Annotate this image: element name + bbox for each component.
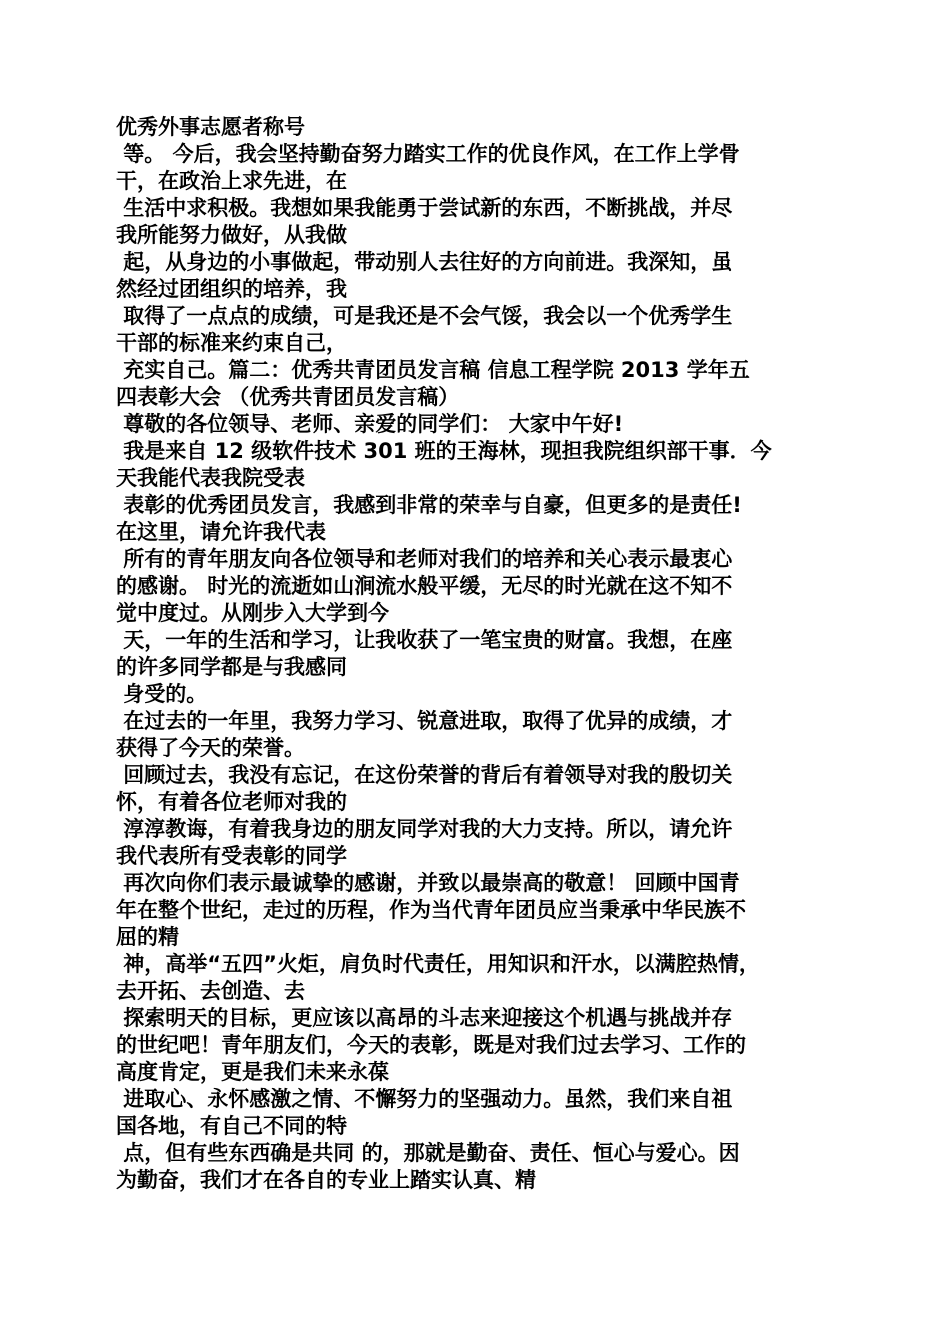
text-line: 在这里，请允许我代表 xyxy=(116,520,326,544)
text-line: 屈的精 xyxy=(116,925,179,949)
text-line: 点，但有些东西确是共同 的，那就是勤奋、责任、恒心与爱心。因 xyxy=(116,1141,740,1165)
text-line: 取得了一点点的成绩，可是我还是不会气馁，我会以一个优秀学生 xyxy=(116,304,733,328)
text-line: 的感谢。 时光的流逝如山涧流水般平缓，无尽的时光就在这不知不 xyxy=(116,574,733,598)
text-line: 表彰的优秀团员发言，我感到非常的荣幸与自豪，但更多的是责任! xyxy=(116,493,742,517)
text-line: 生活中求积极。我想如果我能勇于尝试新的东西，不断挑战，并尽 xyxy=(116,196,733,220)
text-line: 我所能努力做好，从我做 xyxy=(116,223,347,247)
text-line: 等。 今后，我会坚持勤奋努力踏实工作的优良作风，在工作上学骨 xyxy=(116,142,740,166)
text-line: 起，从身边的小事做起，带动别人去往好的方向前进。我深知，虽 xyxy=(116,250,733,274)
text-line: 去开拓、去创造、去 xyxy=(116,979,305,1003)
text-line: 充实自己。篇二：优秀共青团员发言稿 信息工程学院 2013 学年五 xyxy=(116,358,750,382)
text-line: 回顾过去，我没有忘记，在这份荣誉的背后有着领导对我的殷切关 xyxy=(116,763,733,787)
text-line: 探索明天的目标，更应该以高昂的斗志来迎接这个机遇与挑战并存 xyxy=(116,1006,733,1030)
text-line: 高度肯定，更是我们未来永葆 xyxy=(116,1060,389,1084)
text-line: 尊敬的各位领导、老师、亲爱的同学们： 大家中午好! xyxy=(116,412,624,436)
text-line: 神，高举“五四”火炬，肩负时代责任，用知识和汗水，以满腔热情， xyxy=(116,952,760,976)
text-line: 天，一年的生活和学习，让我收获了一笔宝贵的财富。我想，在座 xyxy=(116,628,733,652)
text-line: 再次向你们表示最诚挚的感谢，并致以最崇高的敬意！ 回顾中国青 xyxy=(116,871,740,895)
text-line: 身受的。 xyxy=(116,682,208,706)
text-line: 淳淳教诲，有着我身边的朋友同学对我的大力支持。所以，请允许 xyxy=(116,817,733,841)
text-line: 干，在政治上求先进，在 xyxy=(116,169,347,193)
text-line: 的世纪吧！青年朋友们，今天的表彰，既是对我们过去学习、工作的 xyxy=(116,1033,746,1057)
text-line: 四表彰大会 （优秀共青团员发言稿） xyxy=(116,385,460,409)
text-line: 的许多同学都是与我感同 xyxy=(116,655,347,679)
text-line: 为勤奋，我们才在各自的专业上踏实认真、精 xyxy=(116,1168,536,1192)
text-line: 干部的标准来约束自己， xyxy=(116,331,347,355)
text-line: 获得了今天的荣誉。 xyxy=(116,736,305,760)
text-line: 在过去的一年里，我努力学习、锐意进取，取得了优异的成绩，才 xyxy=(116,709,733,733)
text-line: 怀，有着各位老师对我的 xyxy=(116,790,347,814)
text-line: 优秀外事志愿者称号 xyxy=(116,115,305,139)
text-line: 国各地，有自己不同的特 xyxy=(116,1114,347,1138)
text-line: 天我能代表我院受表 xyxy=(116,466,305,490)
text-line: 所有的青年朋友向各位领导和老师对我们的培养和关心表示最衷心 xyxy=(116,547,733,571)
text-line: 我是来自 12 级软件技术 301 班的王海林，现担我院组织部干事．今 xyxy=(116,439,772,463)
text-line: 进取心、永怀感激之情、不懈努力的坚强动力。虽然，我们来自祖 xyxy=(116,1087,733,1111)
text-line: 然经过团组织的培养，我 xyxy=(116,277,347,301)
text-line: 我代表所有受表彰的同学 xyxy=(116,844,347,868)
document-body xyxy=(116,114,834,1194)
text-line: 觉中度过。从刚步入大学到今 xyxy=(116,601,389,625)
text-line: 年在整个世纪，走过的历程，作为当代青年团员应当秉承中华民族不 xyxy=(116,898,746,922)
